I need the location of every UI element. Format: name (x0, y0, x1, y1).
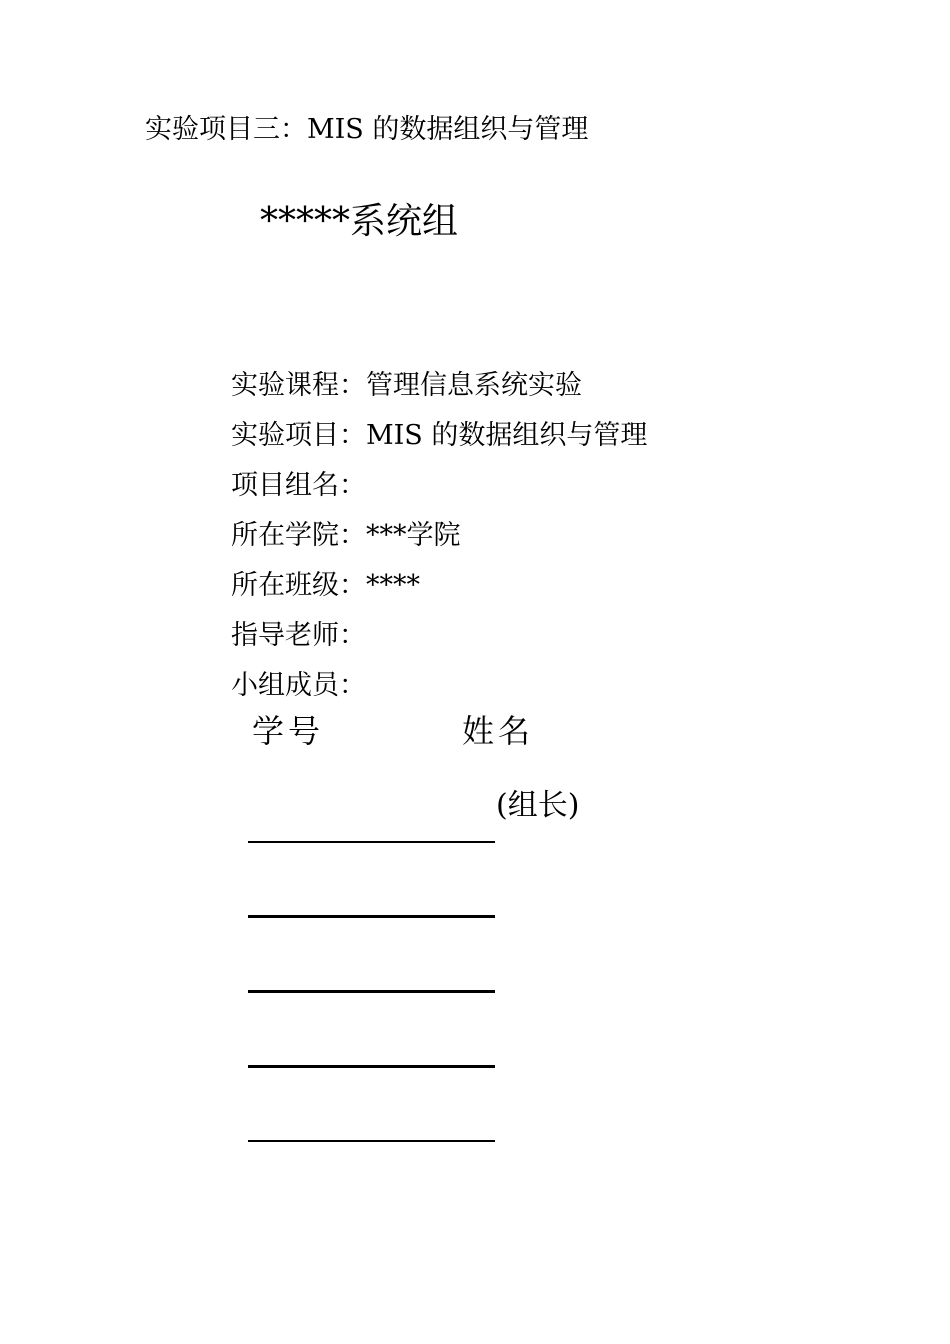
member-blank-line (248, 915, 495, 918)
info-block (231, 361, 647, 711)
info-value: MIS 的数据组织与管理 (366, 420, 648, 451)
info-row-course (231, 361, 647, 411)
info-row-college (231, 511, 647, 561)
info-row-class (231, 561, 647, 611)
member-blank-line (248, 1140, 495, 1142)
info-label: 小组成员： (231, 670, 366, 701)
info-label: 实验项目： (231, 420, 366, 451)
info-label: 指导老师： (231, 620, 366, 651)
info-value: ***学院 (366, 520, 461, 551)
name-column-header: 姓名 (462, 712, 535, 750)
info-value: **** (366, 570, 420, 601)
group-title: *****系统组 (260, 201, 459, 242)
experiment-heading: 实验项目三：MIS 的数据组织与管理 (145, 114, 589, 145)
info-label: 项目组名： (231, 470, 366, 501)
info-row-instructor (231, 611, 647, 661)
info-row-members (231, 661, 647, 711)
leader-note: (组长) (496, 788, 580, 823)
info-label: 所在学院： (231, 520, 366, 551)
info-value: 管理信息系统实验 (366, 370, 582, 401)
info-row-group-name (231, 461, 647, 511)
member-blank-line (248, 1065, 495, 1068)
info-label: 实验课程： (231, 370, 366, 401)
student-id-column-header: 学号 (252, 712, 325, 750)
member-blank-line (248, 841, 495, 843)
member-blank-line (248, 990, 495, 993)
info-row-project (231, 411, 647, 461)
info-label: 所在班级： (231, 570, 366, 601)
